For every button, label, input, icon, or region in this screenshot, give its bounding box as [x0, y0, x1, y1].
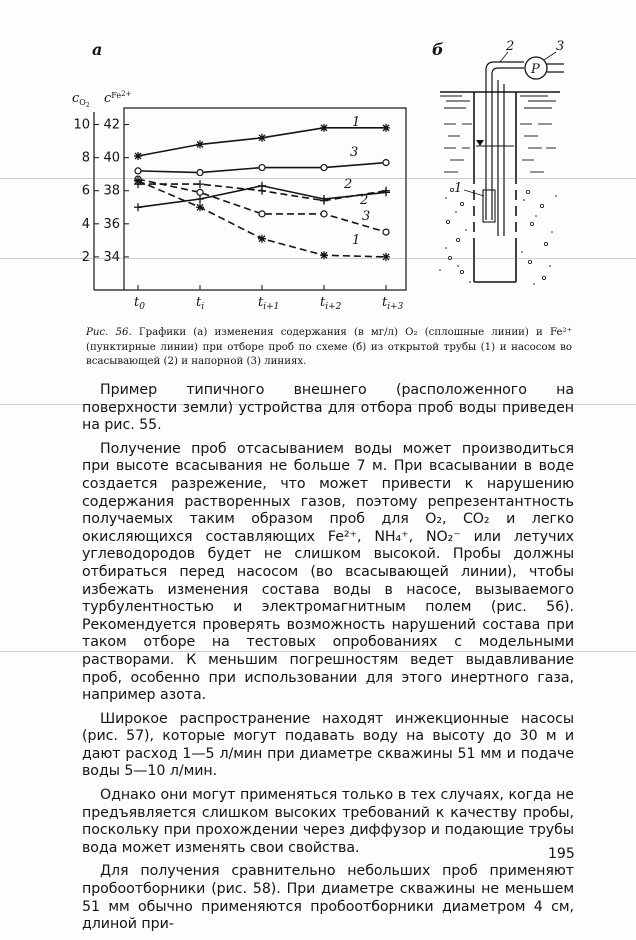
- x-tick-label: $t_0$: [134, 295, 145, 312]
- paragraph: Пример типичного внешнего (расположенного на поверхности земли) устройства для отбора проб воды приведен на рис. 55.: [82, 382, 574, 434]
- paragraph: Широкое распространение находят инжекционные насосы (рис. 57), которые могут подавать воду на высоту до 30 м и дают расход 1—5 л/мин при диаметре скважины 51 мм и подаче воды 5—10 л/мин.: [82, 710, 574, 780]
- data-point-plus: [134, 203, 142, 211]
- data-point-circle: [197, 170, 203, 176]
- data-point-asterisk: [382, 124, 390, 132]
- data-point-circle: [259, 211, 265, 217]
- fe-tick-label: 34: [103, 249, 120, 265]
- well-scheme: [439, 39, 564, 285]
- panel-a-label: a: [92, 40, 103, 59]
- data-point-asterisk: [196, 140, 204, 148]
- fe-ticks: [103, 118, 129, 265]
- o2-ticks: [73, 118, 99, 265]
- x-tick-label: $t_i$: [196, 295, 205, 312]
- pipe-bend-inner: [492, 68, 524, 74]
- data-point-circle: [259, 165, 265, 171]
- scan-line: [0, 178, 636, 179]
- paragraph: Однако они могут применяться только в тех случаях, когда не предъявляется слишком высоких требований к качеству пробы, поскольку при прохождении через диффузор и подающие трубы вода может изменять свои свойства.: [82, 787, 574, 856]
- curve-label-2-fe: 2: [360, 193, 369, 208]
- o2-tick-label: 8: [81, 150, 90, 166]
- water-zone-dashes: [444, 124, 556, 172]
- paragraph: Получение проб отсасыванием воды может производиться при высоте всасывания не больше 7 м. При всасывании в воде создается разрежение, что может привести к нарушению содержания растворенных газов, поэтому репрезентантность получаемых таким образом проб для O₂, CO₂ и легко окисляющихся составляющих Fe²⁺, NH₄⁺, NO₂⁻ или летучих углеводородов будет не слишком высокой. Пробы должны отбираться перед насосом (во всасывающей линии), чтобы избежать изменения состава воды в насосе, вызываемого турбулентностью и электромагнитным полем (рис. 56). Рекомендуется проверять возможность нарушений состава при таком отборе на тестовых опробованиях с модельными растворами. К меньшим погрешностям ведет выдавливание проб, особенно при использовании для этого инертного газа, например азота.: [82, 440, 574, 704]
- fe-tick-label: 36: [103, 216, 120, 232]
- body-text: [82, 382, 574, 940]
- curve-label-1-o2: 1: [352, 115, 361, 130]
- x-tick-label: $t_{i+1}$: [258, 295, 280, 312]
- water-level-marker: [476, 140, 484, 146]
- o2-tick-label: 4: [81, 216, 90, 232]
- scheme-label-3: 3: [556, 39, 565, 54]
- data-point-circle: [383, 229, 389, 235]
- data-point-asterisk: [382, 253, 390, 261]
- line-chart: [72, 90, 406, 312]
- sampler-intake: [483, 190, 495, 222]
- data-point-circle: [135, 168, 141, 174]
- data-point-asterisk: [258, 134, 266, 142]
- x-tick-label: $t_{i+3}$: [382, 295, 404, 312]
- paragraph: Для получения сравнительно небольших проб применяют пробоотборники (рис. 58). При диаметре скважины не меньшем 51 мм обычно применяются пробоотборники диаметром 4 см, длиной при-: [82, 863, 574, 933]
- pipe-bend-outer: [486, 62, 524, 70]
- figure-svg: [0, 0, 636, 330]
- fe-tick-label: 42: [103, 117, 120, 133]
- data-point-circle: [383, 160, 389, 166]
- series-left-1-line: [138, 128, 386, 156]
- data-point-plus: [382, 187, 390, 195]
- x-ticks: [134, 285, 404, 312]
- caption-figure-label: Рис. 56.: [86, 327, 132, 338]
- leader-3: [544, 52, 556, 60]
- data-point-plus: [196, 180, 204, 188]
- data-point-asterisk: [258, 235, 266, 243]
- data-point-asterisk: [134, 152, 142, 160]
- o2-tick-label: 10: [73, 117, 90, 133]
- panel-b-label: б: [432, 40, 444, 59]
- caption-text: Графики (а) изменения содержания (в мг/л) O₂ (сплошные линии) и Fe²⁺ (пунктирные линии) при отборе проб по схеме (б) из открытой трубы (1) и насосом во всасывающей (2) и напорной (3) линиях.: [86, 327, 572, 368]
- y-axis-fe-label: $c^{Fe}2+$: [104, 90, 132, 106]
- scheme-label-2: 2: [506, 39, 515, 54]
- scan-line: [0, 258, 636, 259]
- pump-symbol: P: [531, 62, 540, 77]
- figure-caption: [86, 326, 572, 370]
- data-point-circle: [321, 211, 327, 217]
- aquifer-zone: [446, 188, 547, 279]
- data-point-circle: [321, 165, 327, 171]
- o2-tick-label: 2: [81, 249, 90, 265]
- x-tick-label: $t_{i+2}$: [320, 295, 342, 312]
- curve-label-2-o2: 2: [344, 177, 353, 192]
- fe-tick-label: 40: [103, 150, 120, 166]
- scheme-label-1: 1: [454, 181, 463, 196]
- data-point-plus: [258, 187, 266, 195]
- y-axis-o2-label: $c_O2$: [72, 91, 90, 109]
- o2-tick-label: 6: [81, 183, 90, 199]
- figure-56: [0, 0, 636, 380]
- curve-label-3-fe: 3: [362, 209, 371, 224]
- page-number: 195: [548, 846, 575, 862]
- curve-label-3-o2: 3: [350, 145, 359, 160]
- data-point-circle: [197, 189, 203, 195]
- curve-label-1-fe: 1: [352, 233, 361, 248]
- data-point-plus: [196, 195, 204, 203]
- data-point-asterisk: [320, 124, 328, 132]
- data-point-asterisk: [196, 203, 204, 211]
- fe-tick-label: 38: [103, 183, 120, 199]
